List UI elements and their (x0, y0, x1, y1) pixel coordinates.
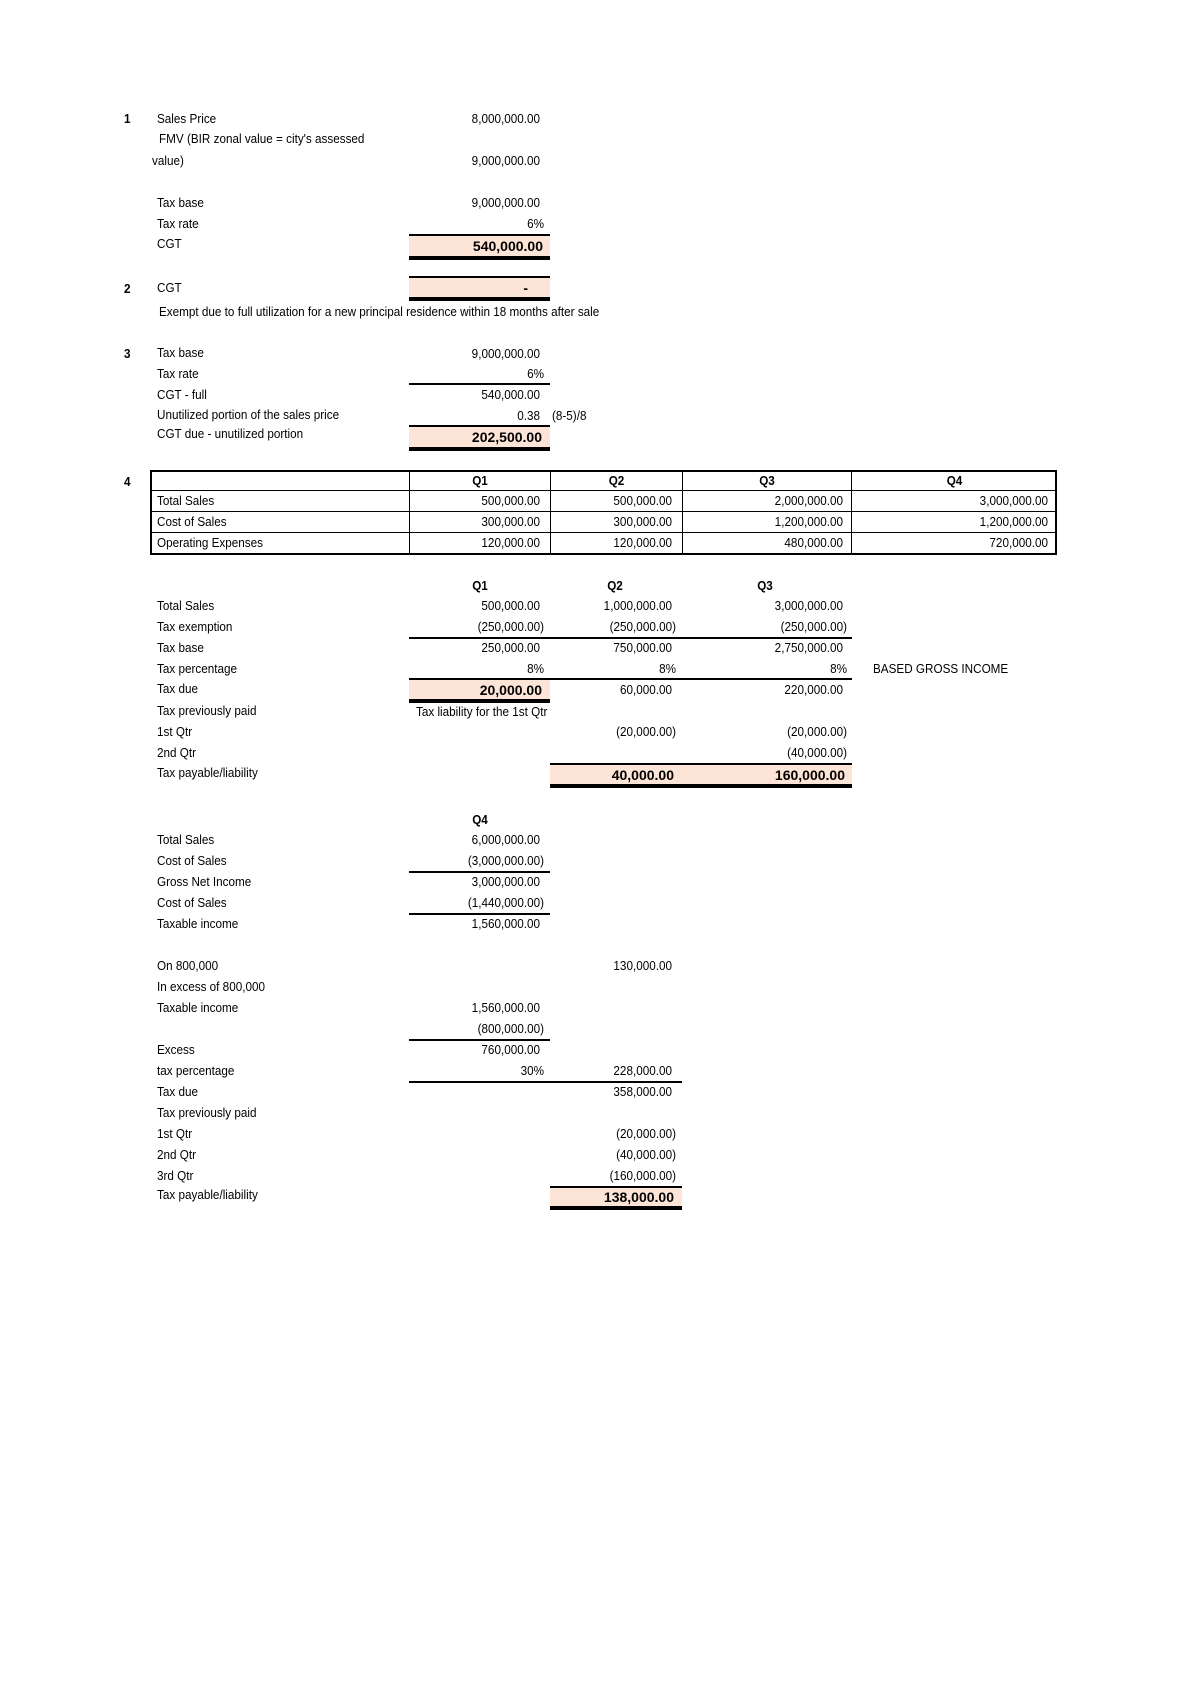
tax-due-q1: 20,000.00 (479, 682, 542, 698)
q4-tax-due: 358,000.00 (613, 1084, 672, 1099)
table-cell: 300,000.00 (613, 514, 672, 529)
tax-payable-q2: 40,000.00 (611, 767, 674, 783)
tax-exemption-label: Tax exemption (157, 619, 233, 634)
tax-base-label: Tax base (157, 195, 204, 210)
q4-cost-of-sales-2: (1,440,000.00) (467, 895, 544, 910)
cgt-value: 540,000.00 (472, 238, 543, 254)
qtr1-label: 1st Qtr (157, 724, 193, 739)
qtr1-label: 1st Qtr (157, 1126, 193, 1141)
double-underline (409, 256, 550, 260)
table-cell: 500,000.00 (613, 493, 672, 508)
table-cell: 1,200,000.00 (774, 514, 843, 529)
tax-percentage-label: Tax percentage (157, 661, 238, 676)
cgt-label: CGT (157, 236, 182, 251)
tax-base-label: Tax base (157, 345, 204, 360)
tax-base-value: 9,000,000.00 (471, 346, 540, 361)
fmv-value: 9,000,000.00 (471, 153, 540, 168)
double-underline (409, 699, 550, 703)
qtr2-label: 2nd Qtr (157, 1147, 197, 1162)
table-cell: 120,000.00 (613, 535, 672, 550)
table-cell: 2,000,000.00 (774, 493, 843, 508)
total-sales-q2: 1,000,000.00 (603, 598, 672, 613)
q4-tax-amount: 228,000.00 (613, 1063, 672, 1078)
q4-header: Q4 (472, 812, 488, 827)
cgt-due-value: 202,500.00 (471, 429, 542, 445)
tax-percentage-q2: 8% (659, 661, 676, 676)
section-number: 2 (124, 281, 131, 296)
table-row-label: Total Sales (157, 493, 215, 508)
table-row-label: Operating Expenses (157, 535, 264, 550)
tax-payable-label: Tax payable/liability (157, 765, 258, 780)
fmv-label-cont: value) (152, 153, 184, 168)
table-rule (150, 490, 1057, 491)
section-number: 1 (124, 111, 131, 126)
table-rule (150, 532, 1057, 533)
unutilized-formula: (8-5)/8 (552, 408, 587, 423)
cost-of-sales-label: Cost of Sales (157, 853, 227, 868)
q2-header: Q2 (607, 578, 623, 593)
tax-payable-label: Tax payable/liability (157, 1187, 258, 1202)
q4-gross-net-income: 3,000,000.00 (471, 874, 540, 889)
q4-total-sales: 6,000,000.00 (471, 832, 540, 847)
q4-tax-payable: 138,000.00 (603, 1189, 674, 1205)
taxable-income-label: Taxable income (157, 916, 239, 931)
q4-less-800000: (800,000.00) (477, 1021, 544, 1036)
section-number: 3 (124, 346, 131, 361)
cgt-due-label: CGT due - unutilized portion (157, 426, 304, 441)
q4-qtr1: (20,000.00) (616, 1126, 676, 1141)
total-sales-q1: 500,000.00 (481, 598, 540, 613)
q4-qtr2: (40,000.00) (616, 1147, 676, 1162)
cgt-value: - (523, 280, 528, 296)
gross-income-note: BASED GROSS INCOME (873, 661, 1009, 676)
divider (409, 383, 550, 385)
table-header-q1: Q1 (472, 473, 488, 488)
tax-exemption-q3: (250,000.00) (780, 619, 847, 634)
double-underline (409, 447, 550, 451)
tax-rate-value: 6% (527, 366, 544, 381)
tax-base-q1: 250,000.00 (481, 640, 540, 655)
qtr1-q3: (20,000.00) (787, 724, 847, 739)
total-sales-label: Total Sales (157, 598, 215, 613)
fmv-label: FMV (BIR zonal value = city's assessed (159, 131, 365, 146)
tax-percentage-q1: 8% (527, 661, 544, 676)
qtr1-q2: (20,000.00) (616, 724, 676, 739)
tax-base-label: Tax base (157, 640, 204, 655)
tax-base-q3: 2,750,000.00 (774, 640, 843, 655)
qtr2-q3: (40,000.00) (787, 745, 847, 760)
tax-due-q3: 220,000.00 (784, 682, 843, 697)
table-cell: 120,000.00 (481, 535, 540, 550)
double-underline (409, 297, 550, 301)
sales-price-label: Sales Price (157, 111, 217, 126)
double-underline (550, 1206, 682, 1210)
q4-excess: 760,000.00 (481, 1042, 540, 1057)
table-header-q2: Q2 (608, 473, 625, 488)
tax-prev-paid-label: Tax previously paid (157, 703, 257, 718)
table-rule (851, 470, 852, 555)
tax-base-value: 9,000,000.00 (471, 195, 540, 210)
tax-due-q2: 60,000.00 (619, 682, 672, 697)
unutilized-value: 0.38 (517, 408, 540, 423)
tax-rate-label: Tax rate (157, 216, 199, 231)
tax-exemption-q1: (250,000.00) (477, 619, 544, 634)
section-number: 4 (124, 474, 131, 489)
table-cell: 1,200,000.00 (979, 514, 1048, 529)
divider (409, 871, 550, 873)
on-800000-label: On 800,000 (157, 958, 219, 973)
q4-taxable-income-2: 1,560,000.00 (471, 1000, 540, 1015)
sales-price-value: 8,000,000.00 (471, 111, 540, 126)
excess-label: Excess (157, 1042, 195, 1057)
on-800000-value: 130,000.00 (613, 958, 672, 973)
tax-percentage-q3: 8% (830, 661, 847, 676)
cgt-full-label: CGT - full (157, 387, 207, 402)
q4-cost-of-sales: (3,000,000.00) (467, 853, 544, 868)
cgt-label: CGT (157, 280, 182, 295)
table-header-q4: Q4 (946, 473, 963, 488)
gross-net-income-label: Gross Net Income (157, 874, 252, 889)
divider (409, 1039, 550, 1041)
table-row-label: Cost of Sales (157, 514, 227, 529)
table-cell: 3,000,000.00 (979, 493, 1048, 508)
q3-header: Q3 (757, 578, 773, 593)
exemption-note: Exempt due to full utilization for a new principal residence within 18 months after sale (159, 304, 600, 319)
table-cell: 500,000.00 (481, 493, 540, 508)
divider (409, 1081, 682, 1083)
cgt-full-value: 540,000.00 (481, 387, 540, 402)
divider (409, 913, 550, 915)
qtr2-label: 2nd Qtr (157, 745, 197, 760)
q4-tax-percentage: 30% (520, 1063, 544, 1078)
q4-taxable-income: 1,560,000.00 (471, 916, 540, 931)
table-cell: 720,000.00 (989, 535, 1048, 550)
tax-percentage-label: tax percentage (157, 1063, 235, 1078)
cost-of-sales-label: Cost of Sales (157, 895, 227, 910)
table-cell: 480,000.00 (784, 535, 843, 550)
table-rule (409, 470, 410, 555)
table-header-q3: Q3 (759, 473, 775, 488)
tax-due-label: Tax due (157, 681, 198, 696)
total-sales-label: Total Sales (157, 832, 215, 847)
tax-liability-note: Tax liability for the 1st Qtr (416, 704, 548, 719)
total-sales-q3: 3,000,000.00 (774, 598, 843, 613)
q1-header: Q1 (472, 578, 488, 593)
tax-base-q2: 750,000.00 (613, 640, 672, 655)
table-rule (150, 511, 1057, 512)
tax-prev-paid-label: Tax previously paid (157, 1105, 257, 1120)
tax-rate-label: Tax rate (157, 366, 199, 381)
double-underline (550, 784, 852, 788)
tax-exemption-q2: (250,000.00) (609, 619, 676, 634)
qtr3-label: 3rd Qtr (157, 1168, 194, 1183)
tax-payable-q3: 160,000.00 (774, 767, 845, 783)
tax-due-label: Tax due (157, 1084, 198, 1099)
divider (409, 637, 852, 639)
q4-qtr3: (160,000.00) (609, 1168, 676, 1183)
table-cell: 300,000.00 (481, 514, 540, 529)
excess-800000-label: In excess of 800,000 (157, 979, 265, 994)
unutilized-label: Unutilized portion of the sales price (157, 407, 340, 422)
tax-rate-value: 6% (527, 216, 544, 231)
table-rule (682, 470, 683, 555)
taxable-income-label: Taxable income (157, 1000, 239, 1015)
